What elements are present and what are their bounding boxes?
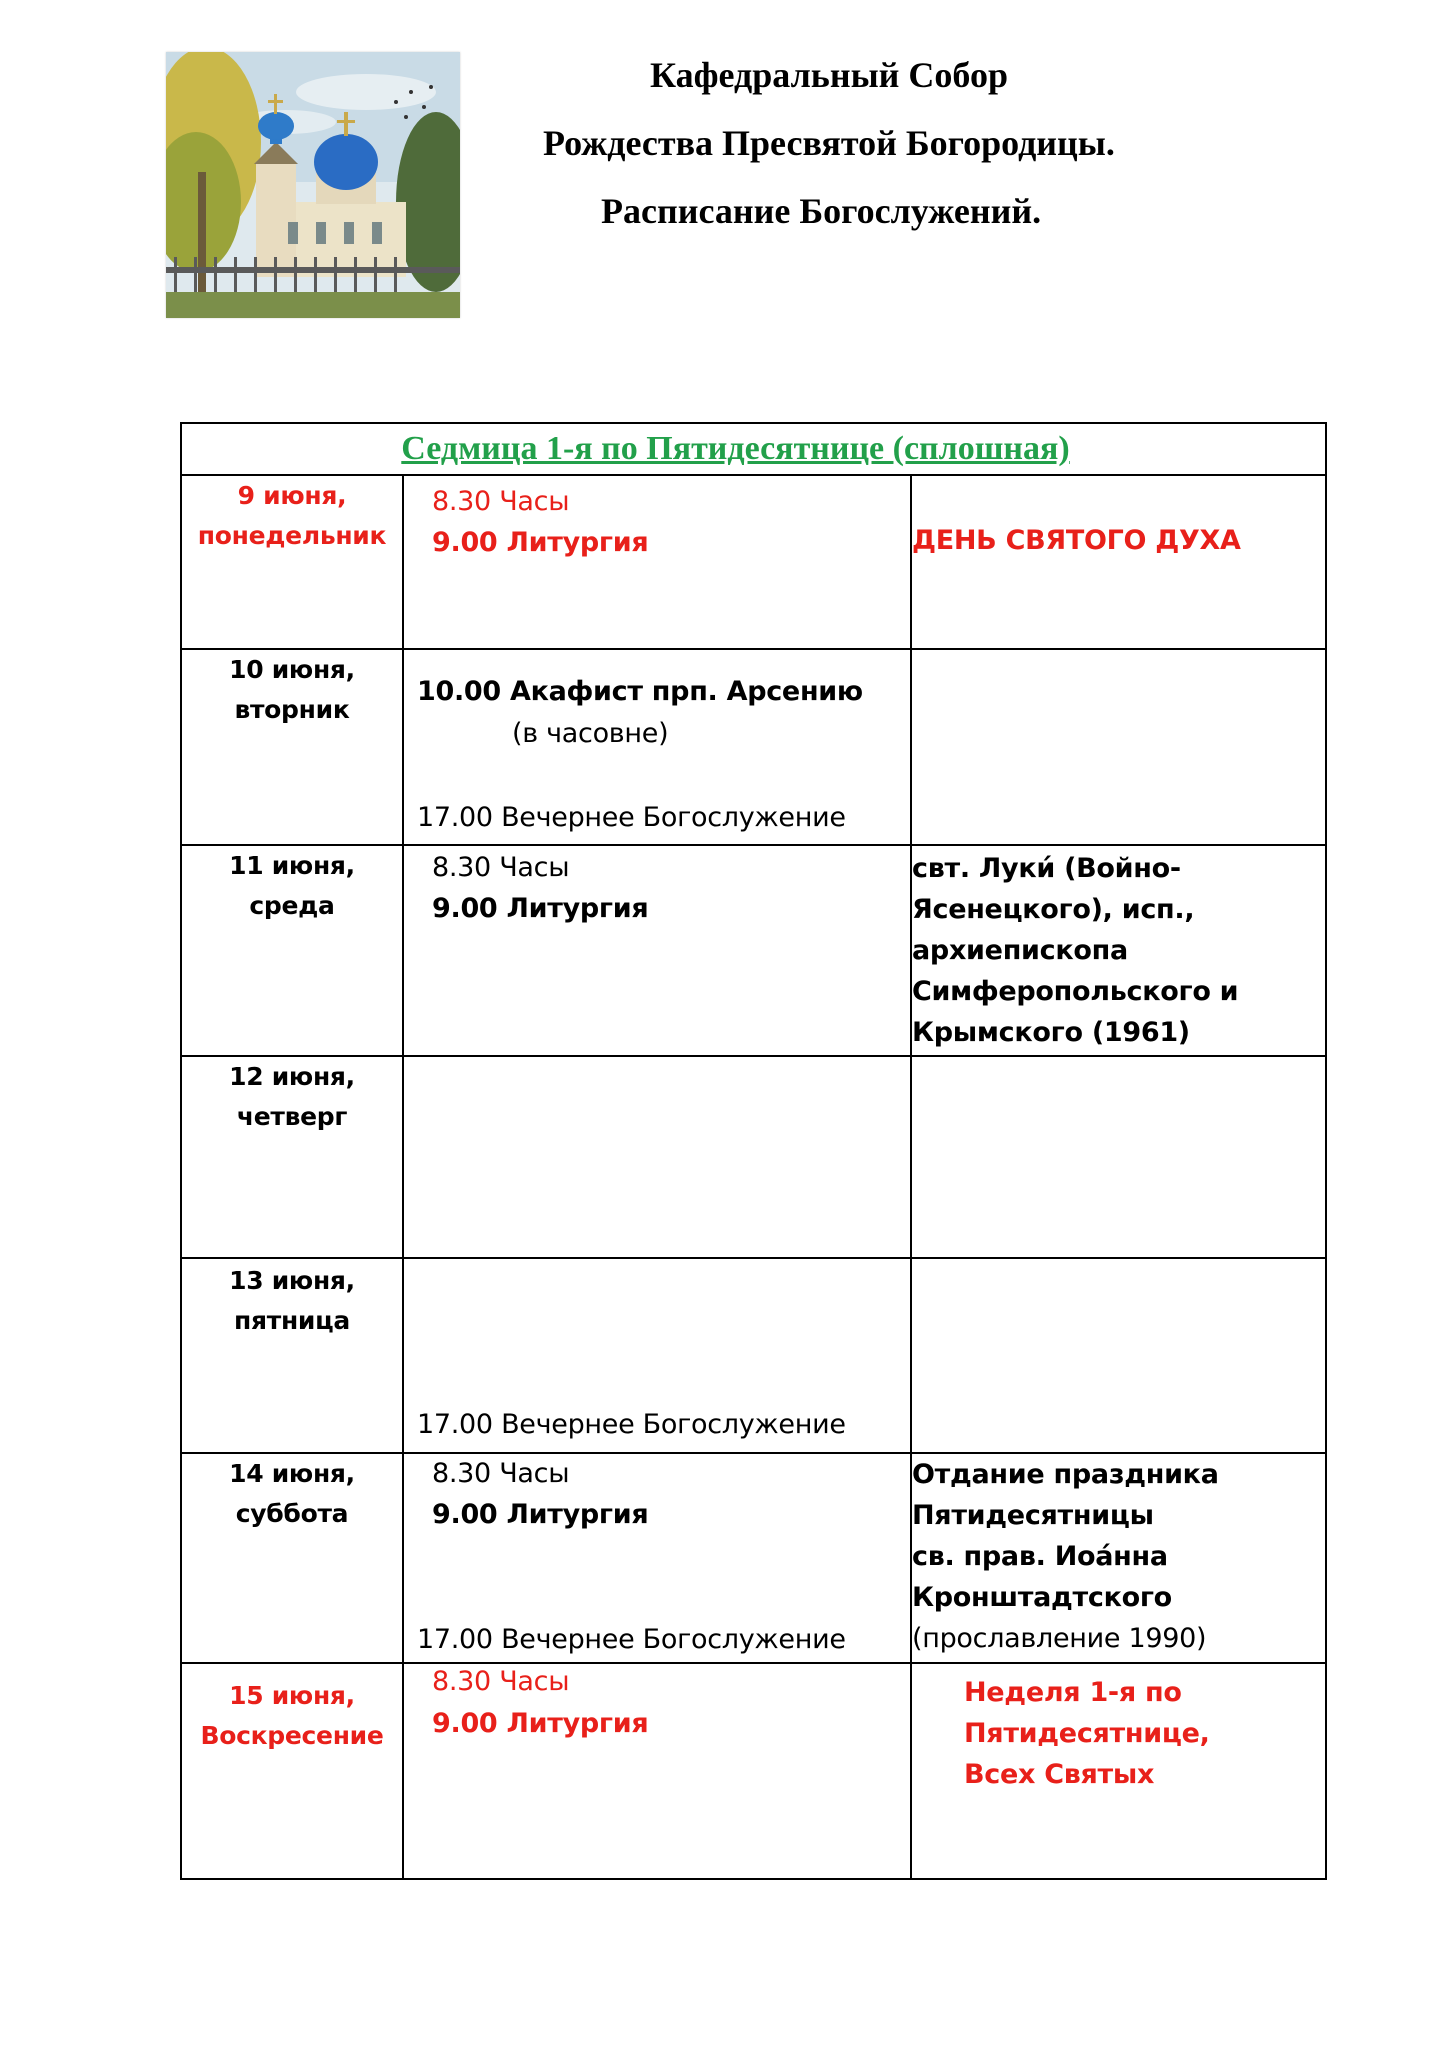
feast-line: Неделя 1-я по — [964, 1677, 1182, 1708]
day-date: 9 июня, — [237, 481, 347, 510]
day-weekday: пятница — [234, 1306, 350, 1335]
service-line: 8.30 Часы — [432, 486, 570, 517]
service-line: 8.30 Часы — [432, 1666, 570, 1697]
cathedral-subtitle: Рождества Пресвятой Богородицы. — [543, 123, 1115, 163]
schedule-row — [181, 1056, 1326, 1258]
feast-line: св. прав. Иоа́нна — [912, 1541, 1168, 1572]
day-date: 15 июня, — [229, 1681, 355, 1710]
service-line: 17.00 Вечернее Богослужение — [417, 802, 846, 833]
feast-line: (прославление 1990) — [912, 1623, 1207, 1654]
feast-cell — [911, 1453, 1326, 1663]
feast-line: Пятидесятнице, — [964, 1718, 1210, 1749]
schedule-title: Расписание Богослужений. — [601, 191, 1042, 231]
feast-cell — [911, 475, 1326, 649]
schedule-row — [181, 1453, 1326, 1663]
service-line: 9.00 Литургия — [432, 1499, 649, 1530]
services-cell — [403, 1056, 911, 1258]
service-line: (в часовне) — [512, 718, 669, 749]
services-cell — [403, 1258, 911, 1453]
service-line: 17.00 Вечернее Богослужение — [417, 1624, 846, 1655]
service-line: 9.00 Литургия — [432, 527, 649, 558]
day-date: 12 июня, — [229, 1062, 355, 1091]
services-cell — [403, 475, 911, 649]
day-date: 11 июня, — [229, 851, 355, 880]
schedule-row — [181, 475, 1326, 649]
feast-cell — [911, 845, 1326, 1056]
feast-line: Кронштадтского — [912, 1582, 1172, 1613]
feast-line: Отдание праздника — [912, 1459, 1219, 1490]
feast-line: Ясенецкого), исп., — [912, 894, 1195, 925]
day-weekday: среда — [249, 891, 335, 920]
service-line: 8.30 Часы — [432, 1458, 570, 1489]
cathedral-title: Кафедральный Собор — [650, 55, 1008, 95]
schedule-row — [181, 1258, 1326, 1453]
services-cell — [403, 845, 911, 1056]
services-cell — [403, 649, 911, 845]
cathedral-photo — [166, 52, 460, 318]
feast-cell — [911, 1056, 1326, 1258]
day-cell — [181, 1258, 403, 1453]
day-cell — [181, 1453, 403, 1663]
service-line: 10.00 Акафист прп. Арсению — [417, 676, 863, 707]
day-date: 10 июня, — [229, 655, 355, 684]
service-line: 8.30 Часы — [432, 852, 570, 883]
day-cell — [181, 649, 403, 845]
schedule-row — [181, 649, 1326, 845]
day-weekday: вторник — [234, 695, 350, 724]
day-cell — [181, 845, 403, 1056]
services-cell — [403, 1453, 911, 1663]
feast-line: Крымского (1961) — [912, 1017, 1190, 1048]
services-cell — [403, 1663, 911, 1879]
feast-line: Пятидесятницы — [912, 1500, 1154, 1531]
feast-line: свт. Луки́ (Войно- — [912, 853, 1181, 884]
feast-cell — [911, 1258, 1326, 1453]
schedule-table — [180, 422, 1327, 1880]
day-weekday: суббота — [235, 1499, 349, 1528]
service-line: 17.00 Вечернее Богослужение — [417, 1409, 846, 1440]
service-line: 9.00 Литургия — [432, 893, 649, 924]
schedule-row — [181, 845, 1326, 1056]
week-header-row — [181, 423, 1326, 475]
day-weekday: четверг — [236, 1102, 348, 1131]
service-line: 9.00 Литургия — [432, 1708, 649, 1739]
day-cell — [181, 1663, 403, 1879]
week-title: Седмица 1-я по Пятидесятнице (сплошная) — [401, 430, 1070, 467]
feast-cell — [911, 1663, 1326, 1879]
day-weekday: понедельник — [197, 521, 387, 550]
feast-line: Симферопольского и — [912, 976, 1239, 1007]
day-date: 13 июня, — [229, 1266, 355, 1295]
schedule-row — [181, 1663, 1326, 1879]
feast-cell — [911, 649, 1326, 845]
day-date: 14 июня, — [229, 1459, 355, 1488]
day-weekday: Воскресение — [200, 1721, 384, 1750]
day-cell — [181, 1056, 403, 1258]
day-cell — [181, 475, 403, 649]
feast-line: ДЕНЬ СВЯТОГО ДУХА — [912, 525, 1241, 556]
feast-line: архиепископа — [912, 935, 1128, 966]
feast-line: Всех Святых — [964, 1759, 1155, 1790]
cathedral-illustration — [166, 52, 460, 318]
